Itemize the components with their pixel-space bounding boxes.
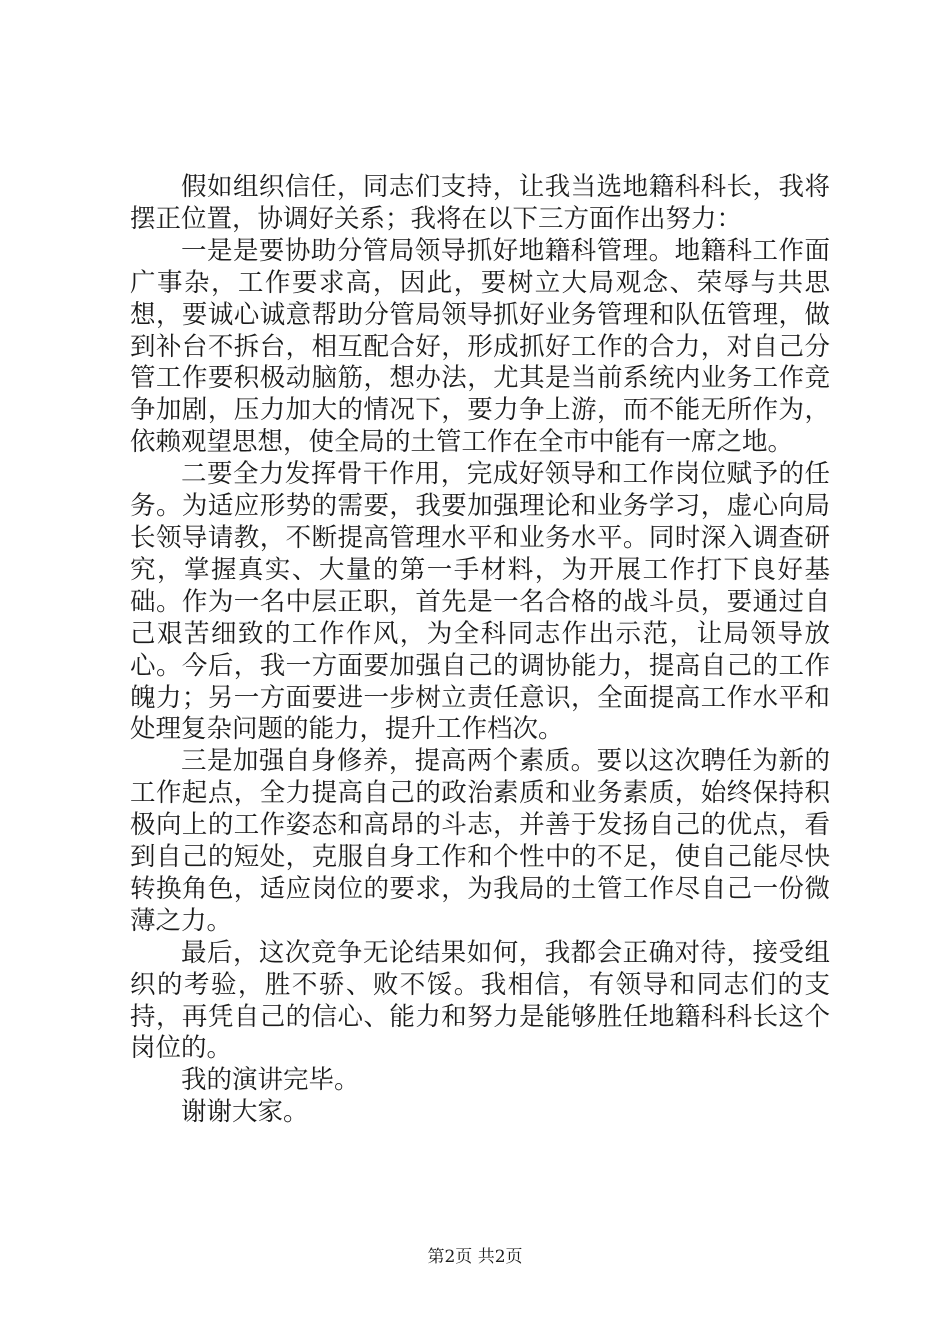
paragraph-intro: 假如组织信任，同志们支持，让我当选地籍科科长，我将摆正位置，协调好关系；我将在以下三方面作出努力： — [130, 172, 830, 234]
paragraph-conclusion: 最后，这次竞争无论结果如何，我都会正确对待，接受组织的考验，胜不骄、败不馁。我相信，有领导和同志们的支持，再凭自己的信心、能力和努力是能够胜任地籍科科长这个岗位的。 — [130, 937, 830, 1064]
paragraph-closing-speech: 我的演讲完毕。 — [181, 1065, 360, 1096]
page-number-footer: 第2页 共2页 — [427, 1247, 523, 1267]
paragraph-point-two: 二要全力发挥骨干作用，完成好领导和工作岗位赋予的任务。为适应形势的需要，我要加强理论和业务学习，虚心向局长领导请教，不断提高管理水平和业务水平。同时深入调查研究，掌握真实、大量的第一手材料，为开展工作打下良好基础。作为一名中层正职，首先是一名合格的战斗员，要通过自己艰苦细致的工作作风，为全科同志作出示范，让局领导放心。今后，我一方面要加强自己的调协能力，提高自己的工作魄力；另一方面要进一步树立责任意识，全面提高工作水平和处理复杂问题的能力，提升工作档次。 — [130, 459, 830, 745]
paragraph-point-three: 三是加强自身修养，提高两个素质。要以这次聘任为新的工作起点，全力提高自己的政治素质和业务素质，始终保持积极向上的工作姿态和高昂的斗志，并善于发扬自己的优点，看到自己的短处，克服自身工作和个性中的不足，使自己能尽快转换角色，适应岗位的要求，为我局的土管工作尽自己一份微薄之力。 — [130, 746, 830, 936]
paragraph-point-one: 一是是要协助分管局领导抓好地籍科管理。地籍科工作面广事杂，工作要求高，因此，要树立大局观念、荣辱与共思想，要诚心诚意帮助分管局领导抓好业务管理和队伍管理，做到补台不拆台，相互配合好，形成抓好工作的合力，对自己分管工作要积极动脑筋，想办法，尤其是当前系统内业务工作竞争加剧，压力加大的情况下，要力争上游，而不能无所作为，依赖观望思想，使全局的土管工作在全市中能有一席之地。 — [130, 235, 830, 458]
document-body — [130, 172, 830, 1129]
paragraph-thanks: 谢谢大家。 — [181, 1097, 309, 1128]
